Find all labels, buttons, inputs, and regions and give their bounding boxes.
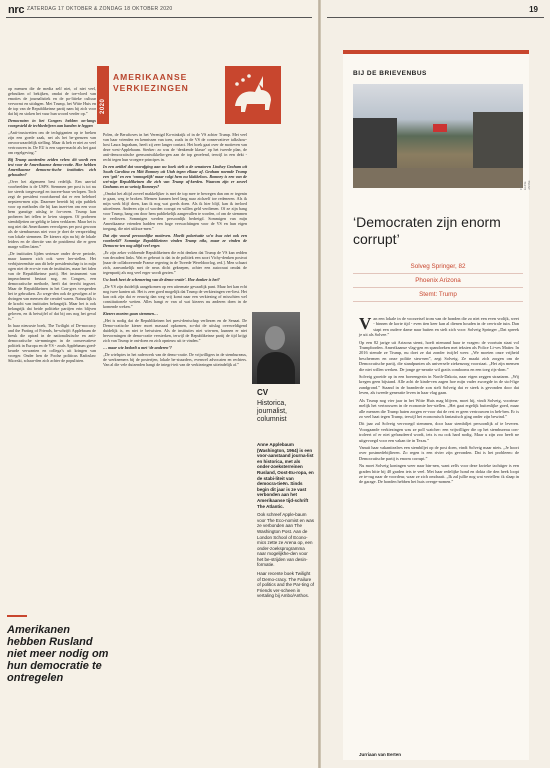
series-title-line2: VERKIEZINGEN: [113, 83, 189, 93]
interview-question: Bij Trump aantreden zeiden velen: dit wordt een test voor de Amerikaanse demo-cratie. Hoe hebben Amerikaanse democra-tische instituties zich gehouden?: [8, 157, 96, 177]
interview-question: In een artikel dat voorafging aan uw boek stelt u de senatoren Lindsey Graham uit South Carolina en Mitt Romney uit Utah tegen elkaar af. Graham noemde Trump een ‘gek’ en een ‘onmogelijk’ maar volgt hem nu klakkeloos. Romney is een van de wei-nige Republikeinen die zich van Trump af-kerden. Waarom zijn er zoveel Grahams en zo weinig Romneys?: [103, 164, 247, 189]
header-rule-right: [327, 17, 544, 18]
article-column-2: [103, 132, 247, 369]
cv-bio-2: Ook schreef Apple-baum voor The Eco-nomist en was ze verbonden aan The Washington Post. Aan de London School of Econo-mics zette ze Arena op, een onder-zoeksprogramma naar mogelijkhe-den voor het be-strijden van desin-formatie.: [257, 512, 314, 568]
paragraph: „Over het algemeen best redelijk. Een aan-tal voorbeelden is de USPS. Stemmen per post is tot nu toe steeds toegevoegd en tracere-baar verlopen. Toch zegt de president voortdurend dat er een heleboel nepstem-men zijn. Daarmee bereidt hij zijn publiek voor op methodes die hij kan inzet-ten om een voor hem gunstige uitslag te for-ceren. Trump kan proberen het tellen te la-ten stoppen. Of proberen stembiljetten on-geldig te laten verklaren. Maar het is nog niet dat Amerikanen vervolgens per post gewoon als de stembureaus niet voor je doet de verspreiding van lokale stemmen. De kiezers zijn nu bij de lokale leiders en de directie van de postdienst die er geen marge willen laten.”: [8, 179, 96, 249]
meta-line: Phoenix Arizona: [353, 274, 523, 288]
paragraph: Op een 82 jarige uit Arizona stemt, hoeft niemand haar te vragen: de voortuin staat vol Trumpborden. Amerikaanse vlag-gen en spandoeken met teksten als Police Li-ves Matter. In 2016 stemde ze Trump, nu doet ze dat zonder twijfel weer. „We moeten onze vrijheid beschermen en onze politie steu-nen”, zegt Solveig. Ze maakt zich zorgen om de Democratische partij, die standpunten als universele ziekenzorg voorstaat. „Het zijn mensen die niet willen werken. De jonge ge-neratie wil gratis condooms en een toeg rijs-dom.”: [359, 339, 519, 372]
header-rule: [6, 17, 312, 18]
cv-title: CV: [257, 388, 269, 397]
photo-credit: FOTO ELINE JANSE: [519, 180, 531, 190]
interview-question: Dat zijn vooral persoonlijke motieven. Moeilt polarisatie so’n kwa niet ook een voorbeeld? Sommige Republikeinen vinden Trump niks, maar ze vinden de Democra-ten nog altijd veel erger.: [103, 233, 247, 248]
meta-line: Stemt: Trump: [353, 288, 523, 302]
article-column-1: [8, 86, 96, 365]
right-page: [321, 0, 550, 768]
issue-date: ZATERDAG 17 OKTOBER & ZONDAG 18 OKTOBER 2020: [27, 6, 173, 12]
year-tag: 2020: [97, 66, 109, 124]
cv-bio-intro: Anne Applebaum (Washington, 1964) is een voor-aanstaand journa-list en historica, met als onder-zoeksterreinen Rusland, Oost-Eu-ropa, en de stabi-liteit van democra-tieën. Sinds begin dit jaar is ze vast verbonden aan het Amerikaanse tijd-schrift The Atlantic.: [257, 442, 314, 509]
paragraph: In haar nieuwste boek, The Twilight of De-mocracy and the Parting of Friends, be-schrijft Applebaum de breuk die optrad in de nationalistische en anti-democratische ste-mmingen in de conservatieve politiek in Europa en de VS - zoals Applebaum goed-keurde verwanten en collega’s uit kringen van vroeger. Onder hen de Poolse politicus Radoslaw Sikorski, schaar-den zich achter de populisten.: [8, 323, 96, 363]
paragraph: „Anti-trustwetten om de techgiganten op te breken zijn een goede zaak, net als het be-grenzen van onvoorwaardelijk stelling. Maar ik heb er niet zo veel vertrouwen in. De EU is een super-macht als het gaat om regelgeving.”: [8, 130, 96, 155]
nrc-logo: nrc: [8, 4, 25, 16]
flag-icon: [433, 124, 447, 132]
paragraph: Polen, de Beruftoves in het Verenigd Ko-ninkrijk of in de VS achter Trump. Met veel van haar vrienden en kennissen van toen, zoals in de VS de conservatieve talkshow-host Laura Ingraham, heeft zij zeer langer contact. Het boek gaat over de motieven van deze west-Applebaum. Sterker: zo was de ‘denkende klasse’ op het tweede plan, de anti-democratische grensontwikkelin-gen aan de top geoefend, terwijl in een dekt - recht tegen hun vroegere principes in.: [103, 132, 247, 162]
left-header: [0, 0, 318, 22]
author-portrait: [252, 312, 300, 384]
series-title-line1: AMERIKAANSE: [113, 72, 188, 82]
paragraph: „Omdat het altijd zoveel makkelijker is met de top mee te bewegen dan om er tegenin te gaan, weg te broken. Mensen kunnen heel lang naar zichzelf toe redeneren. Als ik mijn werk blijf doen, kan ik nog wat goeds doen. Als ik hier blijf, kan ik invloed uitoefenen. Anderen zijn of worden corrupt en willen geld verdienen. Of ze zijn bang voor Trump, bang om door hem publiekelijk aangevallen te worden, of om de stemmen te verliezen. Sommigen werden persoonlijk bedreigd. Sommigen van mijn Amerikaanse vrienden hadden een hoge verwachtingen voor de VS en hun eigen toegang, die niet uitkwa-men.”: [103, 191, 247, 231]
cv-bio: [257, 442, 315, 602]
page-number: 19: [529, 5, 538, 14]
paragraph: Dit jaar zal Solveig vervroegd stemmen, door haar stembiljet persoonlijk af te leveren. Voorgaande verkiezingen was ze poll watcher: een vrijwilliger die op het stembureau con-troleert of er niet gefraudeerd wordt, iets is nu ook hard nodig. Maar u zijn zoo heeft ne uitgevoegd voor een vakan tie in Texas.”: [359, 421, 519, 443]
democrat-donkey-icon: [225, 66, 281, 124]
paragraph: [359, 316, 519, 338]
street-photo: [353, 84, 523, 188]
byline: Jurriaan van Eerten: [359, 752, 402, 757]
paragraph: Solveig groeide op in een boerengezin in North-Dakota, naar eigen zeggen straatarm. „Wij kregen geen bijstand. Alle acht de kinde-ren zagen hoe mijn vader zwoegde in de stof-fige zandgrond.” Staand in de branderde zon stelt Solveig dat er steek is gevonden door dat leven, als tweede generatie leven in haar vlag gaan.: [359, 374, 519, 396]
interviewee-meta: [353, 260, 523, 302]
interview-question: … maar wie bedoelt u met ‘de anderen’?: [103, 345, 172, 350]
sidebar-box: [343, 50, 529, 760]
interview-question: Kiezers moeten gaan stemmen…: [103, 311, 159, 316]
paragraph: op mensen die de media zelf niet, of niet veel, gebruiken of bekijken, omdat de toe-vloed van emoties de journalistiek en de po-litieke cultuur vervormt en uitdagen. Met Trump, het Witte Huis en de top van de Republikeinse partij nam hij zich voor dat hij en stoken het vuur hun woord verder op.”: [8, 86, 96, 116]
paragraph-text: an een lokale in de voorzetsel trom van de honden die zo niet een even vrolijk, weet - binnen de korte tijd - even tien keer kan al dienen houden in de cen-trale tuin. Dan stapt een oudere dame naar buiten en stelt zich voor: Solveig Springer „Dat spreek je uit als Solvee.”: [359, 316, 519, 338]
paragraph: „Er zijn zeker voldoende Republikeinen die echt denken dat Trump de VS kan redden van decadent links. Wat er gebeurt is dat in de politiek een soort Vichy-denken postvat [naar de collaborerende Franse regering in de Tweede Wereldoorlog, red.]. Men schaart zich, aanvankelijk met de neus dicht geknepen, achter een autocraat omdat de tegenpartij als nog veel erger wordt gezien.”: [103, 250, 247, 275]
pullquote: Amerikanen hebben Rusland niet meer nodig om hun democratie te ontregelen: [7, 624, 109, 684]
interview-question: Democraten in het Congres hebben on-langs voorgesteld de techbedrijven aan banden te leggen: [8, 118, 96, 128]
section-title: BIJ DE BRIEVENBUS: [353, 70, 427, 77]
headline-quote: ‘Democraten zijn enorm corrupt’: [353, 214, 501, 247]
cv-bio-3: Haar recente boek Twilight of Demo-cracy. The Failure of politics and the Par-ting of Friends ver-scheen in vertaling bij Ambo/Anthos.: [257, 571, 315, 599]
paragraph: Nu moet Solveig koningen weer naar bin-nen, want zelfs voor deze kwieke tachtiger is een graden hitte bij 40 graden iets te veel. Met haar redelijke hond en dokta die den heek loopt ze te-rug naar de voordeur, waar ze zich omdraait. „Ik zal jullie nog wat vertellen: ik slaap in de garage. De honden hebben het huis overge-nomen.”: [359, 463, 519, 485]
pullquote-divider-icon: [7, 612, 27, 620]
cv-subtitle: Historica, journalist, columnist: [257, 400, 287, 423]
paragraph: „De instituties lijden serieuze onder de-ze periode, maar kunnen zich ook weer her-stellen. Het verbijsterendste aan dit hele presidentschap is in mijn ogen niet de ero-sie van de instituties, maar het falen van de Republikeinse partij. Het instrument van impeachment bestaat nog, en Congres, een democratische methode, heeft dat terecht ingezet. Maar de Republikeinen in het Con-gres versperden het te gebruiken. Zo wege-den ook de gevolgen af te dwingen van mensen die creatief waren. Natuurlijk is de kracht van instituties belangrijk. Maar het is ook belangrijk dat beide politieke partijen erin blijven geloven, en ik betwijfel of dat bij ons nog het geval is.”: [8, 251, 96, 321]
paragraph: Vanuit haar vakantiealres een stembiljet op de post doen, vindt Solveig maar niets. „Je hoort over postmedebijlieren. Zo regen is een rivier zijn gevonden. Dat is het probleem: de Democratische partij is enorm corrupt.”: [359, 444, 519, 461]
right-header: [321, 0, 550, 22]
paragraph: Als Trump nog vier jaar in het Witte Huis mag blijven, moet hij, vindt Solveig, voortma-melijk het vertrouwen in de economie her-stellen. „Het gaat ergelijk buitenlijke goed, maar alle mensen die Trump haten zorgen er-voor dat de rest er geen vertrouwen in heb-ben. Er is zo veel haat tegen Trump, terwijl het economisch fantastisch ging onder zijn bewind.”: [359, 397, 519, 419]
sidebar-article: [359, 316, 519, 487]
paragraph: „De wielspies in het raderwerk van de demo-cratie. De vrijwilligers in de stembureaus, de werknemers bij de posterijen, lokale be-stuurders, evenwel advocaten en rechters. Van al die vele duizenden hangt de integri-teit van de verkiezingen uiteindelijk af.”: [103, 352, 247, 367]
series-title: [113, 72, 189, 94]
meta-line: Solveg Springer, 82: [353, 260, 523, 274]
paragraph: „Het is nodig dat de Republikeinen het presi-dentschap verliezen en de Senaat. De Demo-cratische kiezer moet massaal opkomen, zo-dat de uitslag overweldigend duidelijk is, en niet te betwisten. Als de instituties niet win-nen, kunnen er niet hervormingen de demo-cratie versterken, terwijl de Republikeinse partij de tijd krijgt zich van Trump te ont-doen en zich opnieuw uit te vinden.”: [103, 318, 247, 343]
series-logo: [97, 66, 297, 124]
interview-question: Uw boek heet de schemering van de demo-cratie’. Hoe donker is het?: [103, 277, 220, 282]
drop-cap: V: [359, 314, 372, 333]
paragraph: „De VS zijn duidelijk aangekomen op een uitermate gevaarlijk punt. Maar het kan echt nog twee kanten uit. Het is zeer goed mogelijk dat Trump de verkiezingen ver-liest. Het kan ook zijn dat er eeuwig dan weg vrij komt naar een verkiezing of misschien wel constitutionele wetten. Alles hangt er van af wat kiezers nu anderen doen in de komende weken.”: [103, 284, 247, 309]
